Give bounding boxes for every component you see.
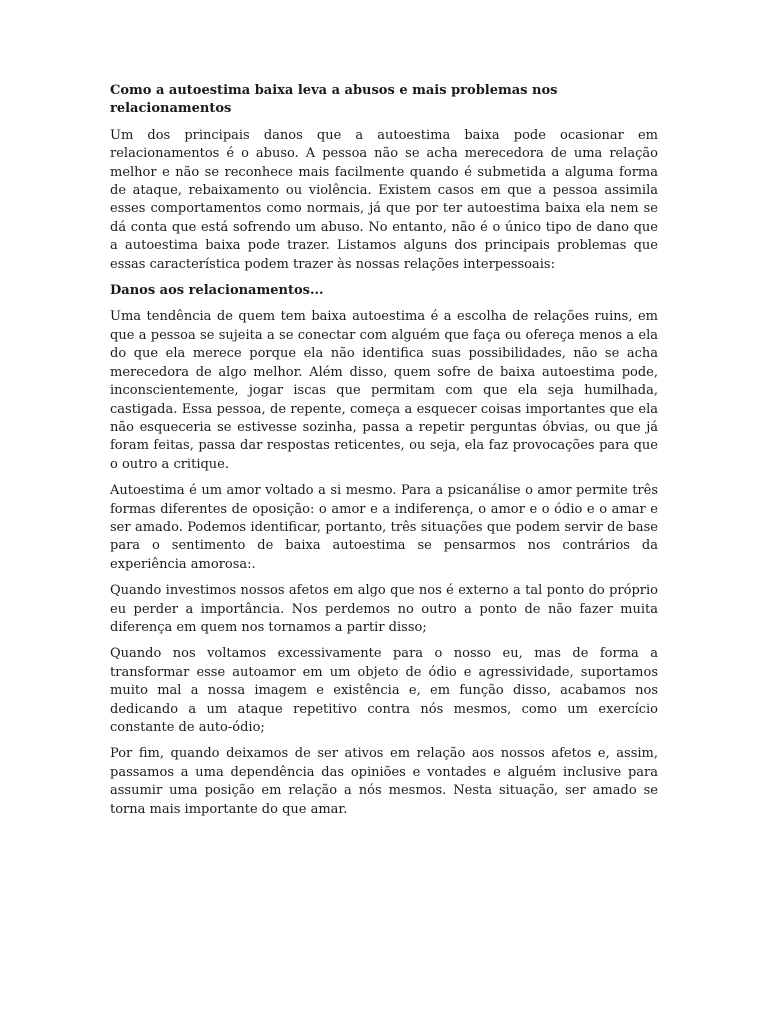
body-paragraph: Quando investimos nossos afetos em algo que nos é externo a tal ponto do próprio eu perder a importância. Nos perdemos no outro a ponto de não fazer muita diferença em quem nos tornamos a partir disso; — [110, 583, 658, 635]
body-paragraph: Por fim, quando deixamos de ser ativos em relação aos nossos afetos e, assim, passamos a uma dependência das opiniões e vontades e alguém inclusive para assumir uma posição em relação a nós mesmos. Nesta situação, ser amado se torna mais importante do que amar. — [110, 746, 658, 817]
body-paragraph: Quando nos voltamos excessivamente para o nosso eu, mas de forma a transformar esse autoamor em um objeto de ódio e agressividade, suportamos muito mal a nossa imagem e existência e, em função disso, acabamos nos dedicando a um ataque repetitivo contra nós mesmos, como um exercício constante de auto-ódio; — [110, 646, 658, 735]
document-title: Como a autoestima baixa leva a abusos e mais problemas nos relacionamentos — [110, 83, 558, 117]
document-page — [110, 82, 658, 827]
section-heading: Danos aos relacionamentos... — [110, 283, 324, 299]
body-paragraph: Autoestima é um amor voltado a si mesmo. Para a psicanálise o amor permite três formas diferentes de oposição: o amor e a indiferença, o amor e o ódio e o amar e ser amado. Podemos identificar, portanto, três situações que podem servir de base para o sentimento de baixa autoestima se pensarmos nos contrários da experiência amorosa:. — [110, 483, 658, 572]
body-paragraph: Uma tendência de quem tem baixa autoestima é a escolha de relações ruins, em que a pessoa se sujeita a se conectar com alguém que faça ou ofereça menos a ela do que ela merece porque ela não identifica suas possibilidades, não se acha merecedora de algo melhor. Além disso, quem sofre de baixa autoestima pode, inconscientemente, jogar iscas que permitam com que ela seja humilhada, castigada. Essa pessoa, de repente, começa a esquecer coisas importantes que ela não esqueceria se estivesse sozinha, passa a repetir perguntas óbvias, ou que já foram feitas, passa dar respostas reticentes, ou seja, ela faz provocações para que o outro a critique. — [110, 309, 658, 472]
intro-paragraph: Um dos principais danos que a autoestima baixa pode ocasionar em relacionamentos é o abuso. A pessoa não se acha merecedora de uma relação melhor e não se reconhece mais facilmente quando é submetida a alguma forma de ataque, rebaixamento ou violência. Existem casos em que a pessoa assimila esses comportamentos como normais, já que por ter autoestima baixa ela nem se dá conta que está sofrendo um abuso. No entanto, não é o único tipo de dano que a autoestima baixa pode trazer. Listamos alguns dos principais problemas que essas característica podem trazer às nossas relações interpessoais: — [110, 127, 658, 272]
